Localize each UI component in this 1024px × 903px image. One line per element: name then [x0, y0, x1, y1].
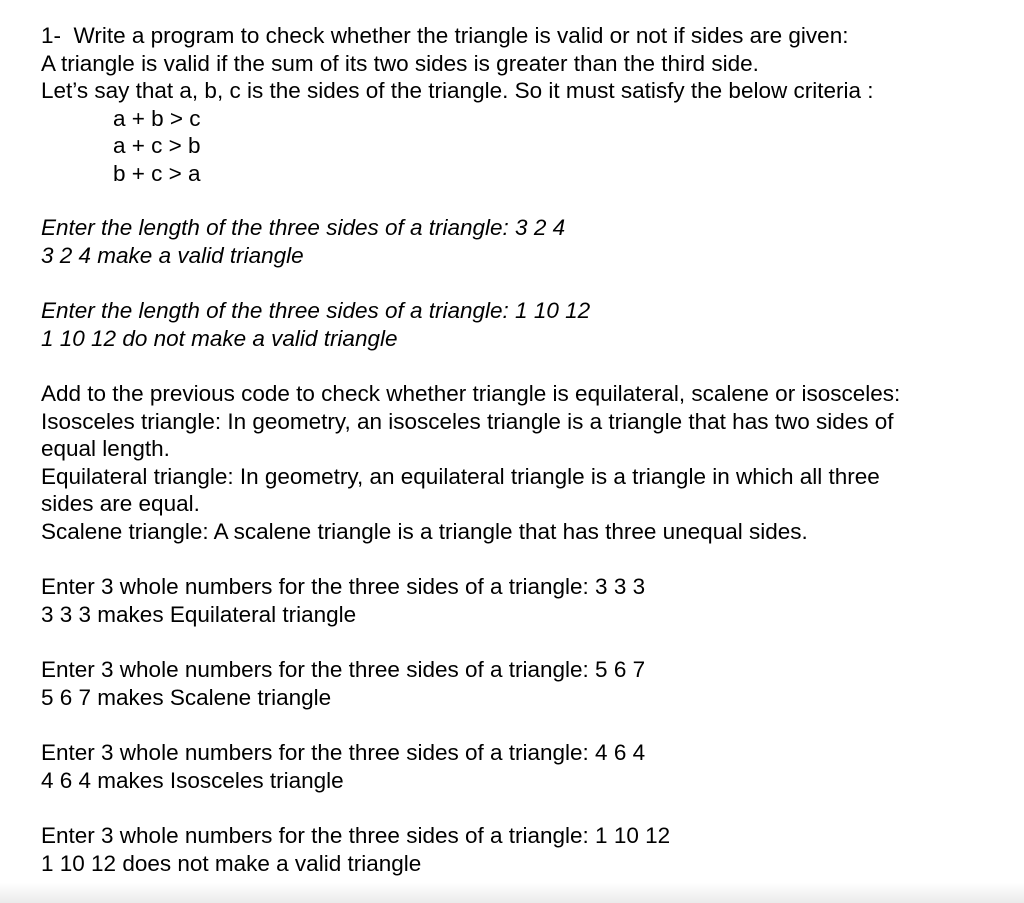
type-example	[41, 822, 1001, 877]
example-prompt: Enter 3 whole numbers for the three sides of a triangle: 3 3 3	[41, 574, 646, 599]
isosceles-definition: Isosceles triangle: In geometry, an isosceles triangle is a triangle that has two sides of	[41, 408, 894, 434]
page-bottom-shadow	[0, 883, 1024, 903]
example-prompt: Enter the length of the three sides of a triangle: 1 10 12	[41, 298, 591, 323]
criteria-list	[41, 105, 1001, 188]
example-result: 1 10 12 does not make a valid triangle	[41, 850, 422, 876]
equilateral-definition: Equilateral triangle: In geometry, an equilateral triangle is a triangle in which all three	[41, 463, 880, 489]
criterion: b + c > a	[113, 160, 201, 186]
example-result: 5 6 7 makes Scalene triangle	[41, 684, 332, 710]
task-title: 1- Write a program to check whether the triangle is valid or not if sides are given:	[41, 23, 849, 48]
type-example	[41, 573, 1001, 628]
example-result: 3 3 3 makes Equilateral triangle	[41, 601, 357, 627]
example-result: 3 2 4 make a valid triangle	[41, 242, 304, 268]
example-prompt: Enter 3 whole numbers for the three sides of a triangle: 5 6 7	[41, 657, 646, 682]
example-prompt: Enter 3 whole numbers for the three sides of a triangle: 1 10 12	[41, 823, 671, 848]
example-result: 1 10 12 do not make a valid triangle	[41, 325, 398, 351]
valid-example	[41, 214, 1001, 269]
extension-section	[41, 380, 1001, 545]
type-example	[41, 739, 1001, 794]
extension-heading: Add to the previous code to check whether triangle is equilateral, scalene or isosceles:	[41, 381, 901, 406]
equilateral-definition-cont: sides are equal.	[41, 491, 200, 516]
example-result: 4 6 4 makes Isosceles triangle	[41, 767, 344, 793]
isosceles-definition-cont: equal length.	[41, 436, 170, 461]
type-example	[41, 656, 1001, 711]
criterion: a + b > c	[113, 105, 201, 131]
document-page	[41, 22, 1001, 877]
criteria-intro: Let’s say that a, b, c is the sides of the triangle. So it must satisfy the below criteria :	[41, 78, 874, 103]
validity-rule: A triangle is valid if the sum of its two sides is greater than the third side.	[41, 50, 759, 76]
valid-example	[41, 297, 1001, 352]
criterion: a + c > b	[113, 133, 201, 158]
scalene-definition: Scalene triangle: A scalene triangle is a triangle that has three unequal sides.	[41, 518, 808, 544]
example-prompt: Enter 3 whole numbers for the three sides of a triangle: 4 6 4	[41, 740, 646, 765]
example-prompt: Enter the length of the three sides of a triangle: 3 2 4	[41, 215, 566, 240]
